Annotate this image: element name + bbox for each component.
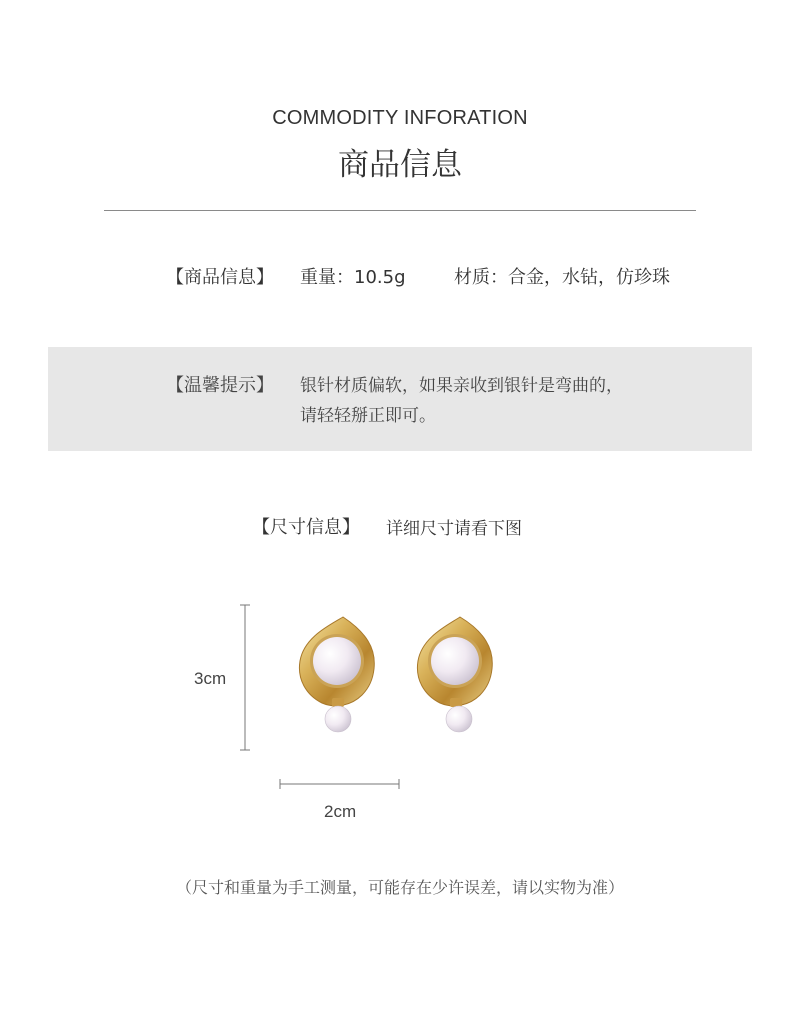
size-info-text: 详细尺寸请看下图 (386, 519, 522, 539)
earring-right (417, 617, 492, 732)
footnote: （尺寸和重量为手工测量，可能存在少许误差，请以实物为准） (175, 878, 624, 897)
material-text: 材质：合金，水钻，仿珍珠 (454, 267, 670, 288)
weight-text: 重量：10.5g (300, 267, 406, 288)
product-info-label: 【商品信息】 (166, 267, 274, 288)
tip-line-1: 银针材质偏软，如果亲收到银针是弯曲的， (300, 376, 623, 396)
tip-line-2: 请轻轻掰正即可。 (300, 406, 436, 426)
earring-left (299, 617, 374, 732)
height-dimension-line (240, 605, 250, 750)
size-diagram (180, 595, 540, 835)
english-title: COMMODITY INFORATION (272, 107, 528, 129)
width-label: 2cm (324, 802, 357, 821)
width-dimension-line (280, 779, 399, 789)
height-label: 3cm (194, 669, 227, 688)
title-divider (104, 210, 696, 211)
tip-label: 【温馨提示】 (166, 375, 274, 396)
size-info-label: 【尺寸信息】 (252, 517, 360, 538)
chinese-title: 商品信息 (338, 147, 462, 183)
